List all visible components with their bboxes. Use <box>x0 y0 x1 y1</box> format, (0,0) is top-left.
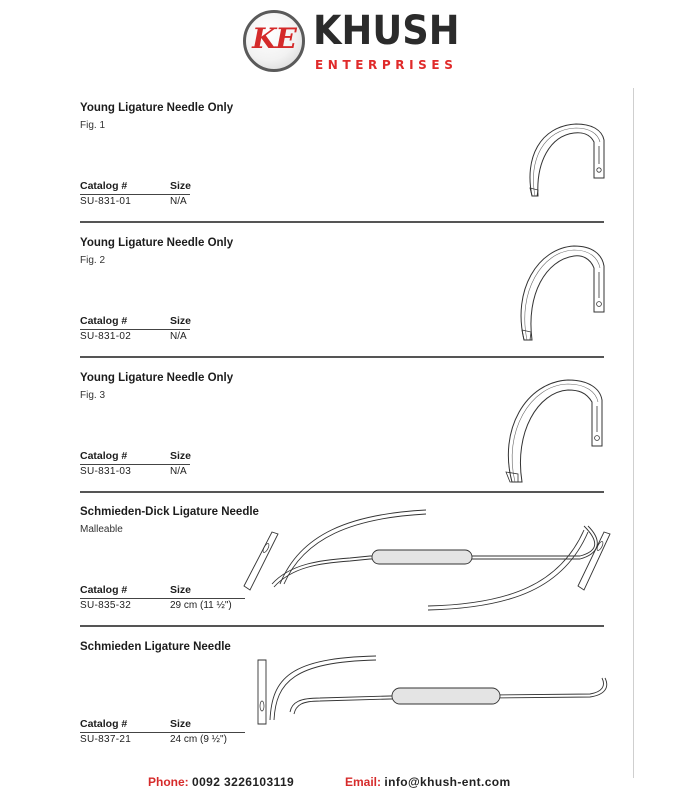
phone-number[interactable]: 0092 3226103119 <box>192 775 295 789</box>
header-rule <box>80 464 190 465</box>
section-divider <box>80 356 604 358</box>
product-subtitle: Fig. 2 <box>80 255 106 266</box>
product-subtitle: Fig. 1 <box>80 120 106 131</box>
catalog-header: Catalog # <box>80 450 128 462</box>
size-header: Size <box>170 718 192 730</box>
size-header: Size <box>170 584 192 596</box>
size-value: 24 cm (9 ½") <box>170 734 227 745</box>
footer-phone <box>148 775 294 789</box>
size-value: N/A <box>170 196 187 207</box>
catalog-header: Catalog # <box>80 315 128 327</box>
logo-mark: KE <box>252 22 296 55</box>
product-subtitle: Malleable <box>80 524 123 535</box>
needle-fig1-illustration <box>520 118 610 198</box>
brand-subtitle: ENTERPRISES <box>315 58 458 72</box>
catalog-header: Catalog # <box>80 180 128 192</box>
product-subtitle: Fig. 3 <box>80 390 106 401</box>
page-margin-rule <box>633 88 634 778</box>
catalog-number: SU-837-21 <box>80 734 132 745</box>
size-value: N/A <box>170 331 187 342</box>
brand-logo <box>243 8 460 80</box>
product-title: Young Ligature Needle Only <box>80 102 234 114</box>
catalog-number: SU-831-01 <box>80 196 132 207</box>
section-divider <box>80 625 604 627</box>
phone-label: Phone: <box>148 775 189 789</box>
needle-fig2-illustration <box>510 240 610 345</box>
footer-email <box>345 775 511 789</box>
schmieden-needle-illustration <box>250 648 620 738</box>
catalog-header: Catalog # <box>80 718 128 730</box>
size-header: Size <box>170 180 192 192</box>
header-rule <box>80 194 190 195</box>
catalog-number: SU-835-32 <box>80 600 132 611</box>
header-rule <box>80 732 245 733</box>
email-label: Email: <box>345 775 382 789</box>
size-header: Size <box>170 315 192 327</box>
product-title: Young Ligature Needle Only <box>80 237 234 249</box>
needle-fig3-illustration <box>498 374 610 486</box>
catalog-number: SU-831-03 <box>80 466 132 477</box>
section-divider <box>80 491 604 493</box>
product-title: Schmieden-Dick Ligature Needle <box>80 506 259 518</box>
size-value: N/A <box>170 466 187 477</box>
header-rule <box>80 329 190 330</box>
size-value: 29 cm (11 ½") <box>170 600 232 611</box>
product-title: Schmieden Ligature Needle <box>80 641 231 653</box>
section-divider <box>80 221 604 223</box>
product-title: Young Ligature Needle Only <box>80 372 234 384</box>
brand-name: KHUSH <box>313 8 460 54</box>
header-rule <box>80 598 245 599</box>
size-header: Size <box>170 450 192 462</box>
email-address[interactable]: info@khush-ent.com <box>384 775 511 789</box>
schmieden-dick-needle-illustration <box>240 504 620 616</box>
catalog-number: SU-831-02 <box>80 331 132 342</box>
catalog-header: Catalog # <box>80 584 128 596</box>
